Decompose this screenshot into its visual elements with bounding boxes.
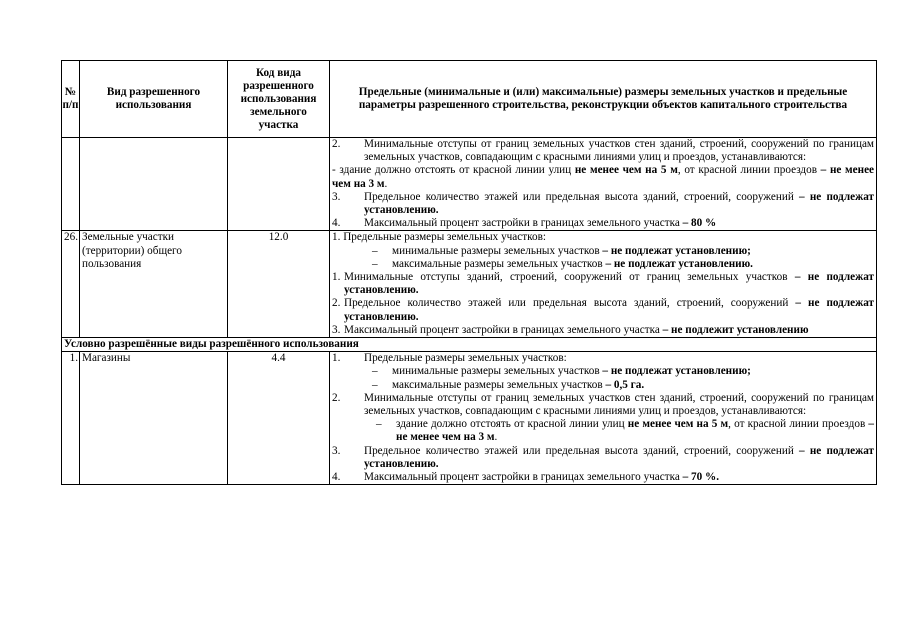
list-item: 4. Максимальный процент застройки в границах земельного участка – 80 %	[332, 217, 717, 230]
list-item: 3. Предельное количество этажей или предельная высота зданий, строений, сооружений – не подлежат установлению.	[332, 190, 874, 217]
cell-code: 12.0	[228, 231, 330, 338]
list-item: 2. Минимальные отступы от границ земельных участков стен зданий, строений, сооружений по границам земельных участков, совпадающим с красными линиями улиц и проездов, устанавливаются:	[332, 138, 874, 164]
table-header-row	[62, 61, 877, 138]
list-item: – максимальные размеры земельных участков – 0,5 га.	[372, 378, 645, 391]
table-row-1	[62, 352, 877, 485]
list-item: – здание должно отстоять от красной линии улиц не менее чем на 5 м, от красной линии проездов – не менее чем на 3 м.	[376, 418, 874, 444]
table-row-26	[62, 231, 877, 338]
header-kind: Вид разрешенного использования	[80, 61, 228, 138]
cell-params	[330, 352, 877, 485]
list-item: 1. Предельные размеры земельных участков:	[332, 352, 567, 365]
cell-number	[62, 138, 80, 231]
list-item: 1. Предельные размеры земельных участков:	[332, 231, 546, 244]
table-row-continued	[62, 138, 877, 231]
cell-params	[330, 231, 877, 338]
list-item: 2. Минимальные отступы от границ земельных участков стен зданий, строений, сооружений по границам земельных участков, совпадающим с красными линиями улиц и проездов, устанавливаются:	[332, 391, 874, 418]
list-item: 3. Максимальный процент застройки в границах земельного участка – не подлежит установлению	[332, 323, 809, 336]
list-item: 1. Минимальные отступы зданий, строений, сооружений от границ земельных участков – не подлежат установлению.	[332, 271, 874, 297]
cell-kind	[80, 138, 228, 231]
cell-code: 4.4	[228, 352, 330, 485]
header-params: Предельные (минимальные и (или) максимальные) размеры земельных участков и предельные параметры разрешенного строительства, реконструкции объектов капитального строительства	[330, 61, 877, 138]
list-item: - здание должно отстоять от красной линии улиц не менее чем на 5 м, от красной линии проездов – не менее чем на 3 м.	[332, 164, 875, 190]
regulations-table	[61, 60, 877, 485]
list-item: 2. Предельное количество этажей или предельная высота зданий, строений, сооружений – не подлежат установлению.	[332, 297, 874, 323]
cell-kind: Земельные участки (территории) общего пользования	[80, 231, 228, 338]
list-item: – минимальные размеры земельных участков – не подлежат установлению;	[372, 244, 751, 257]
header-number: № п/п	[62, 61, 80, 138]
cell-params	[330, 138, 877, 231]
cell-kind: Магазины	[80, 352, 228, 485]
list-item: 3. Предельное количество этажей или предельная высота зданий, строений, сооружений – не подлежат установлению.	[332, 444, 874, 470]
list-item: 4. Максимальный процент застройки в границах земельного участка – 70 %.	[332, 471, 720, 484]
list-item: – максимальные размеры земельных участков – не подлежат установлению.	[372, 257, 753, 270]
section-title: Условно разрешённые виды разрешённого использования	[62, 338, 877, 352]
list-item: – минимальные размеры земельных участков – не подлежат установлению;	[372, 365, 751, 378]
cell-number: 26.	[62, 231, 80, 338]
cell-code	[228, 138, 330, 231]
section-header-row	[62, 338, 877, 352]
header-code: Код вида разрешенного использования земельного участка	[228, 61, 330, 138]
cell-number: 1.	[62, 352, 80, 485]
